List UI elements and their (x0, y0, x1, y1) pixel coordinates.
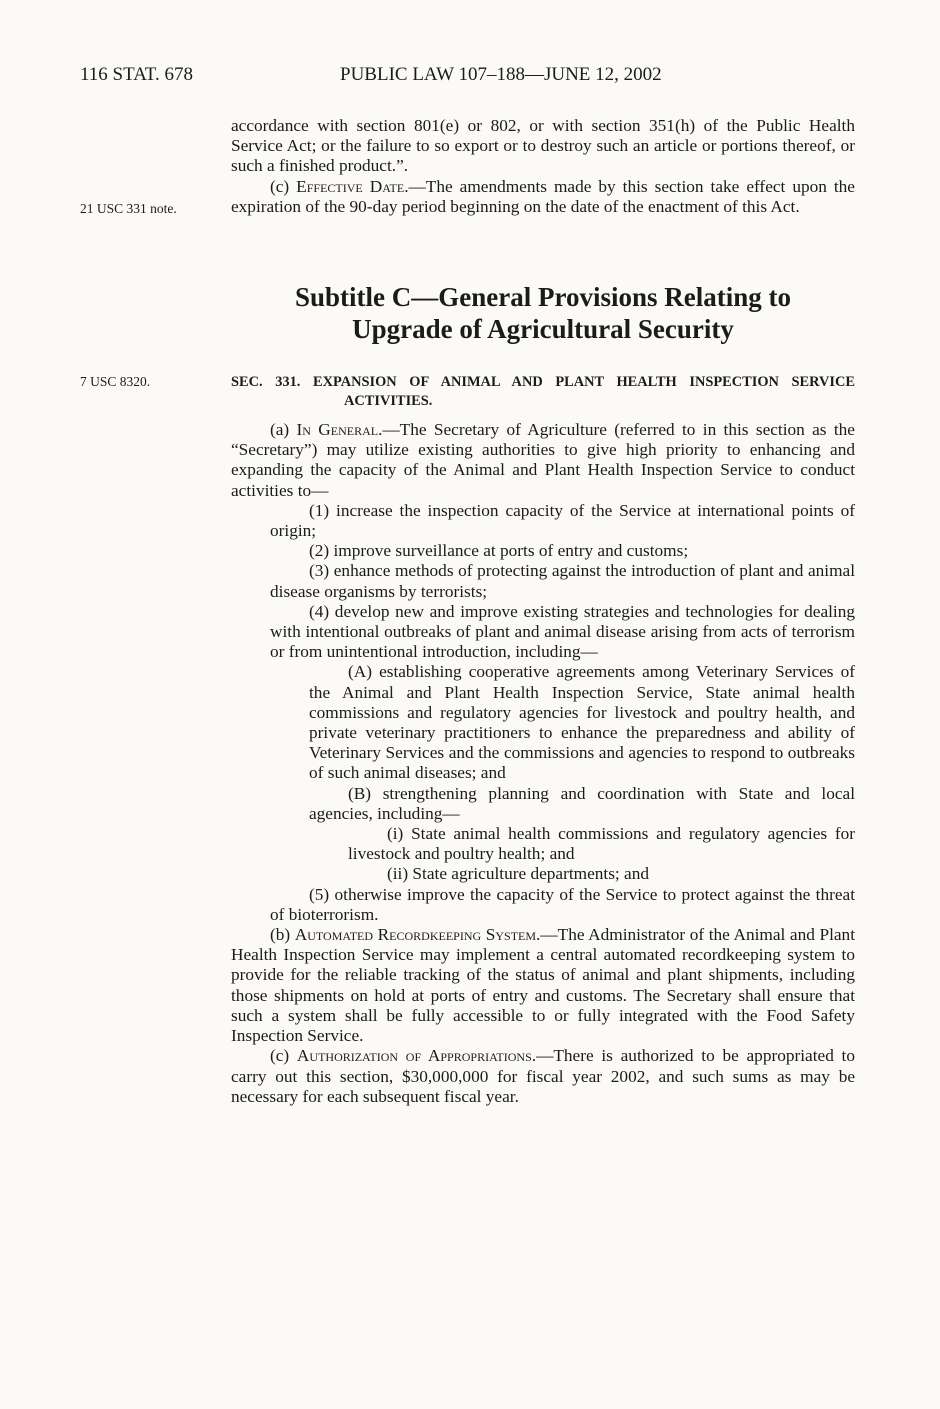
page-header (80, 64, 860, 92)
paragraph-4: (4) develop new and improve existing strategies and technologies for dealing with intentional outbreaks of plant and animal disease arising from acts of terrorism or from unintentional introduction, including— (270, 601, 855, 662)
subsection-a: (a) In General.—The Secretary of Agriculture (referred to in this section as the “Secretary”) may utilize existing authorities to give high priority to enhancing and expanding the capacity of the Animal and Plant Health Inspection Service to conduct activities to— (231, 420, 855, 500)
page-reference: 116 STAT. 678 (80, 64, 194, 85)
subsection-b-heading: Automated Recordkeeping System (294, 925, 537, 945)
top-text-block (231, 116, 855, 217)
paragraph-2: (2) improve surveillance at ports of entry and customs; (309, 541, 689, 561)
paragraph-5: (5) otherwise improve the capacity of the Service to protect against the threat of bioterrorism. (270, 884, 855, 924)
subparagraph-a: (A) establishing cooperative agreements among Veterinary Services of the Animal and Plant Health Inspection Service, State animal health commissions and regulatory agencies for livestock and poultry health, and private veterinary practitioners to enhance the preparedness and ability of Veterinary Services and the commissions and agencies to respond to outbreaks of such animal diseases; and (309, 662, 855, 783)
subsection-c-heading: Authorization of Appropriations (296, 1046, 532, 1066)
margin-note-usc-331: 21 USC 331 note. (80, 201, 177, 216)
margin-note-usc-8320: 7 USC 8320. (80, 374, 151, 389)
subsection-a-heading: In General (296, 420, 379, 439)
section-body (231, 420, 855, 1107)
subtitle-heading: Subtitle C—General Provisions Relating to Upgrade of Agricultural Security (295, 282, 791, 344)
running-head: PUBLIC LAW 107–188—JUNE 12, 2002 (340, 64, 662, 85)
paragraph-3: (3) enhance methods of protecting against the introduction of plant and animal disease organisms by terrorists; (270, 561, 855, 601)
effective-date-paragraph: (c) Effective Date.—The amendments made by this section take effect upon the expiration of the 90-day period beginning on the date of the enactment of this Act. (231, 176, 855, 216)
subsection-b: (b) Automated Recordkeeping System.—The Administrator of the Animal and Plant Health Inspection Service may implement a central automated recordkeeping system to provide for the reliable tracking of the status of animal and plant shipments, including those shipments on hold at ports of entry and customs. The Secretary shall ensure that such a system shall be fully accessible to or fully integrated with the Food Safety Inspection Service. (231, 925, 855, 1046)
section-heading: SEC. 331. EXPANSION OF ANIMAL AND PLANT HEALTH INSPECTION SERVICE ACTIVITIES. (231, 374, 855, 409)
clause-i: (i) State animal health commissions and regulatory agencies for livestock and poultry health; and (348, 824, 855, 864)
subparagraph-b: (B) strengthening planning and coordination with State and local agencies, including— (309, 783, 855, 823)
effective-date-heading: Effective Date (296, 176, 405, 196)
clause-ii: (ii) State agriculture departments; and (387, 864, 650, 884)
subsection-c: (c) Authorization of Appropriations.—There is authorized to be appropriated to carry out this section, $30,000,000 for fiscal year 2002, and such sums as may be necessary for each subsequent fiscal year. (231, 1046, 856, 1106)
paragraph-1: (1) increase the inspection capacity of the Service at international points of origin; (270, 500, 855, 541)
continuation-paragraph: accordance with section 801(e) or 802, or with section 351(h) of the Public Health Service Act; or the failure to so export or to destroy such an article or portions thereof, or such a finished product.”. (231, 116, 855, 176)
